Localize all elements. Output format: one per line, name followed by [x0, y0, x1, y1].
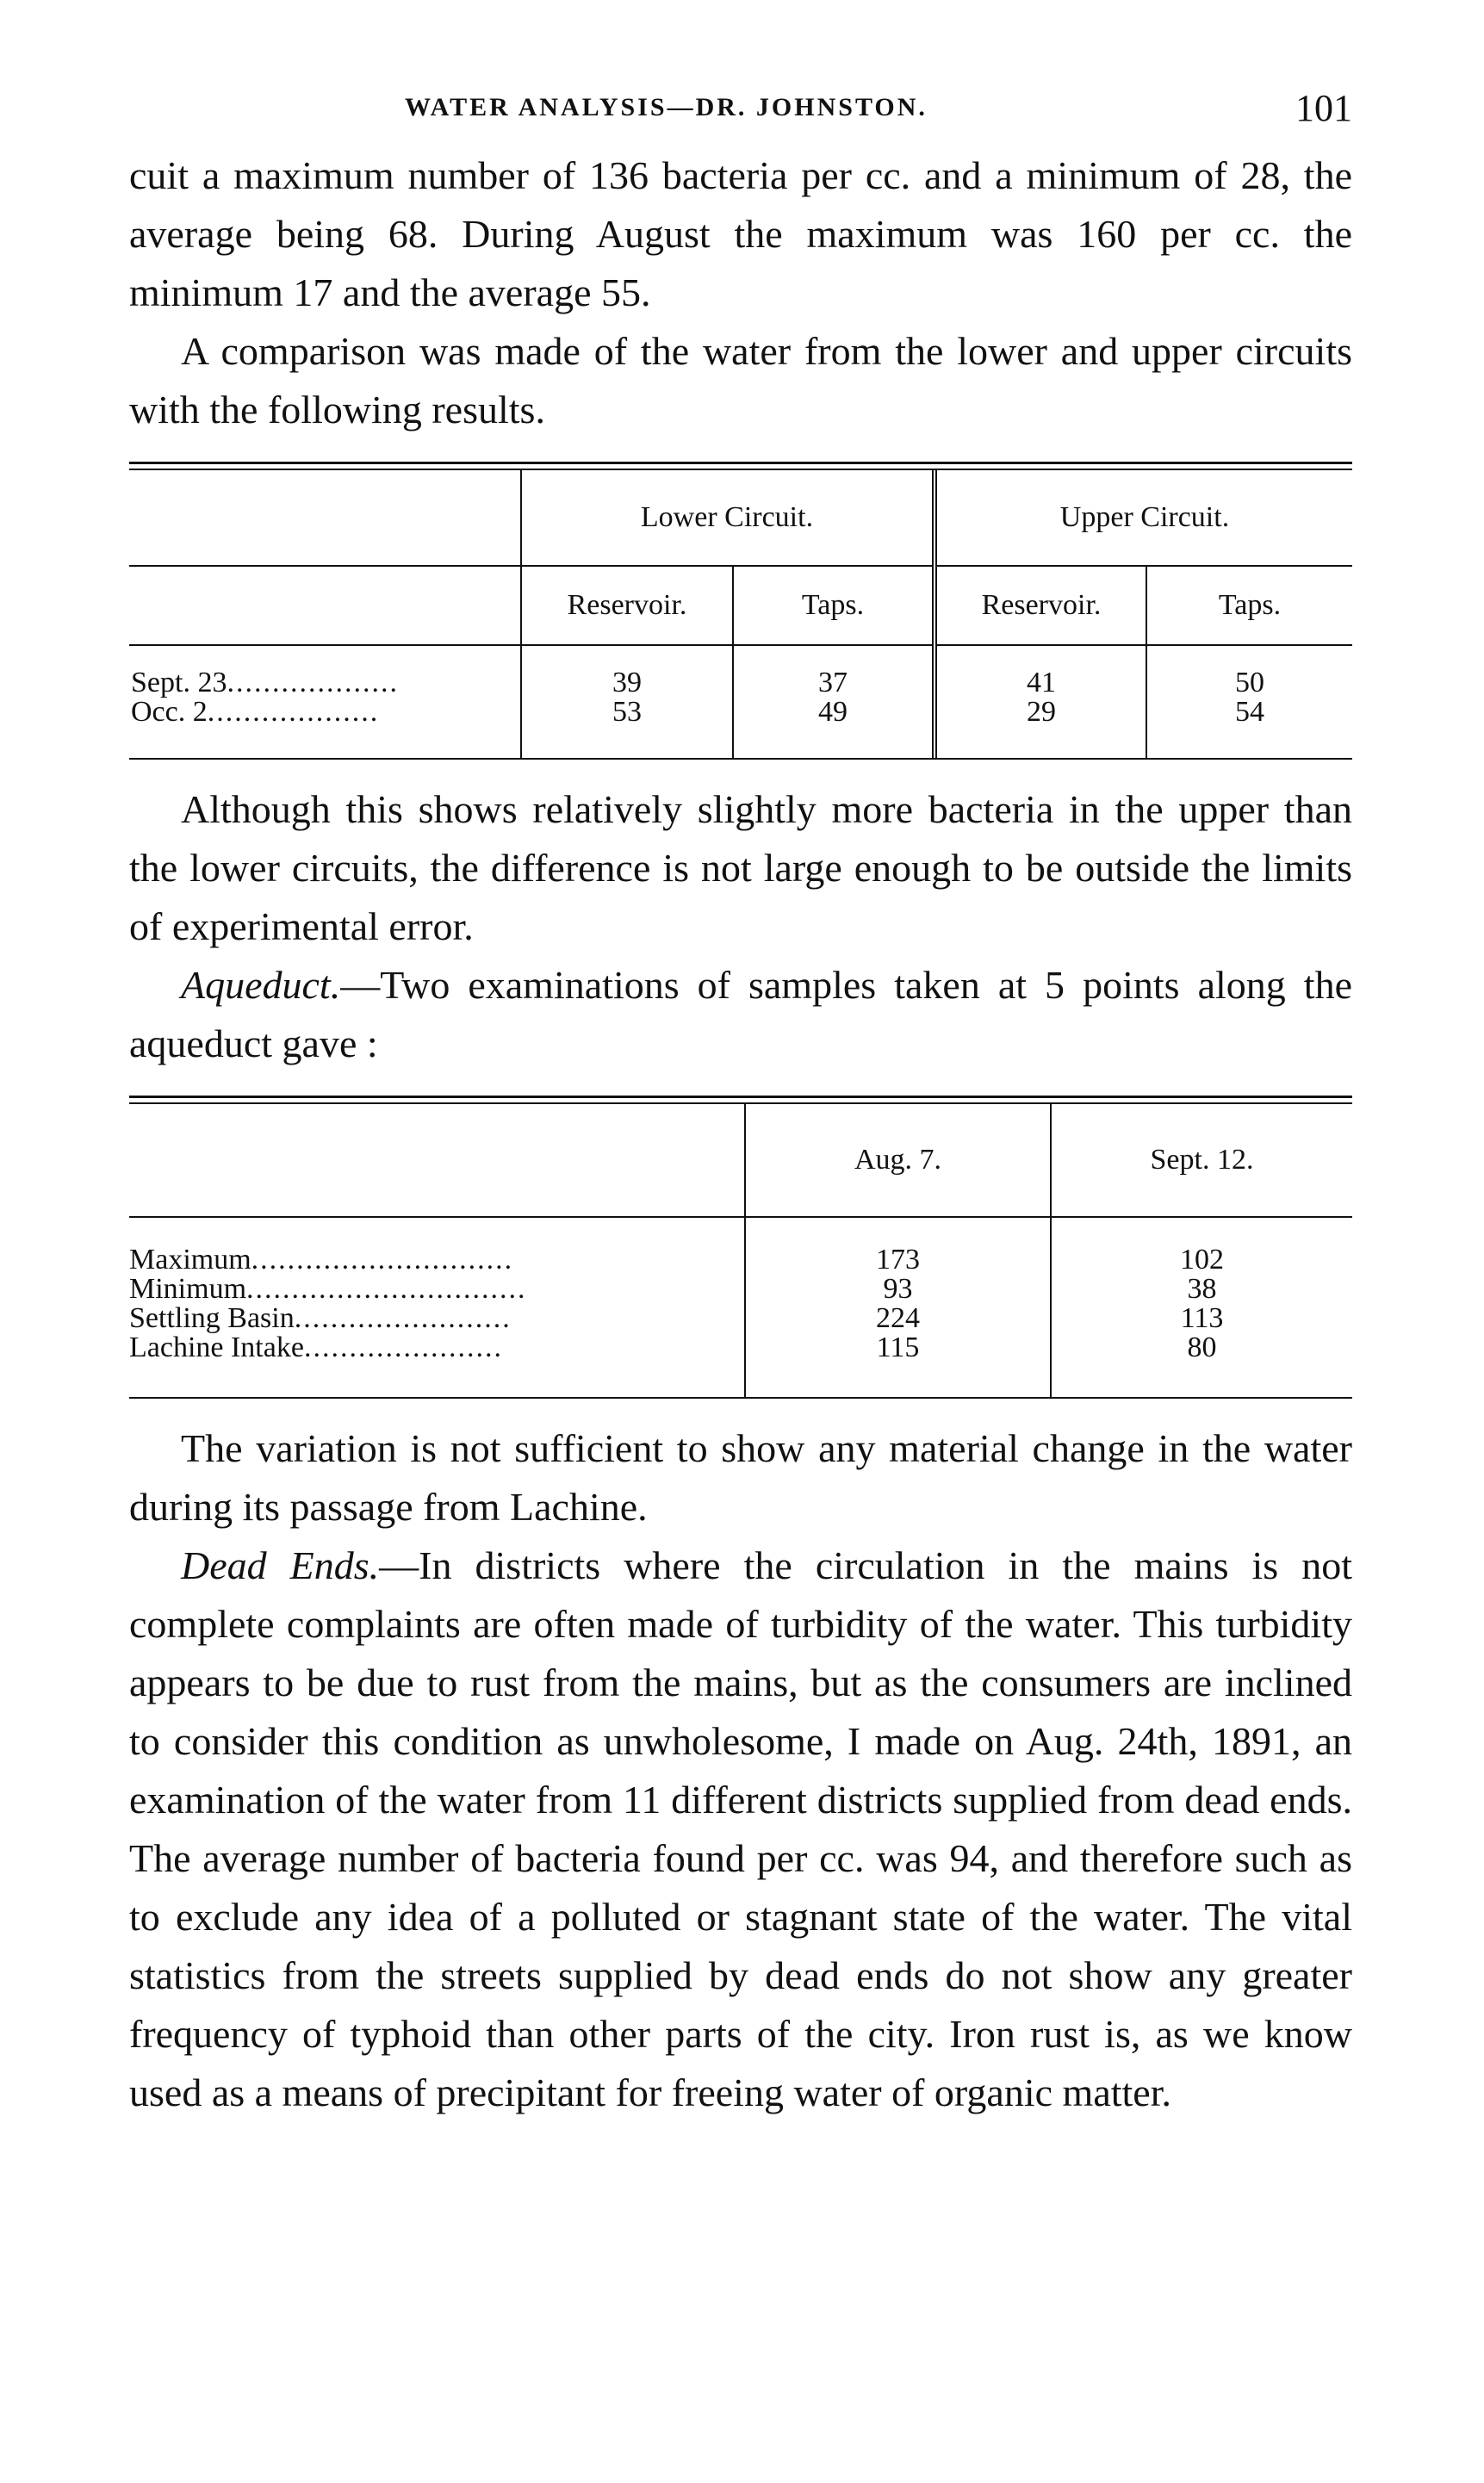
table-cell: 115 — [876, 1332, 920, 1363]
table-cell: 50 — [1235, 667, 1264, 698]
row-label: Settling Basin — [129, 1302, 295, 1334]
table-aqueduct — [129, 1104, 1352, 1397]
table1-sub-upper-reservoir: Reservoir. — [934, 566, 1146, 645]
table2-header-aug: Aug. 7. — [745, 1104, 1051, 1217]
paragraph-1: cuit a maximum number of 136 bacteria per cc. and a minimum of 28, the average being 68. During August the maximum was 160 per cc. the minimum 17 and the average 55. — [129, 153, 1352, 314]
table-cell: 53 — [612, 696, 642, 728]
table2-row-labels — [129, 1217, 745, 1397]
table2-col-sept — [1051, 1217, 1352, 1397]
table1-stub-subheader — [129, 566, 521, 645]
table-cell: 54 — [1235, 696, 1264, 728]
table1-sub-lower-taps: Taps. — [733, 566, 934, 645]
table2-row — [129, 1304, 744, 1333]
table-cell: 37 — [818, 667, 848, 698]
table1-row — [131, 698, 520, 727]
table2-row — [129, 1333, 744, 1363]
table1-row-labels — [129, 645, 521, 758]
paragraph-3: Although this shows relatively slightly more bacteria in the upper than the lower circuits, the difference is not large enough to be outside the limits of experimental error. — [129, 787, 1352, 948]
table-cell: 102 — [1180, 1244, 1224, 1276]
row-label: Occ. 2 — [131, 696, 208, 728]
row-label: Minimum — [129, 1273, 247, 1305]
leader-dots: ........................ — [294, 1302, 512, 1334]
table2-stub-header — [129, 1104, 745, 1217]
table1-col-lower-reservoir — [521, 645, 733, 758]
table1-group-upper: Upper Circuit. — [934, 470, 1352, 566]
table1-col-upper-reservoir — [934, 645, 1146, 758]
row-label: Maximum — [129, 1244, 251, 1276]
table-cell: 29 — [1027, 696, 1056, 728]
aqueduct-heading: Aqueduct. — [181, 963, 341, 1007]
table-cell: 41 — [1027, 667, 1056, 698]
table2-header-sept: Sept. 12. — [1051, 1104, 1352, 1217]
table-cell: 224 — [876, 1302, 920, 1334]
paragraph-2: A comparison was made of the water from the lower and upper circuits with the following results. — [129, 329, 1352, 431]
table2-col-aug — [745, 1217, 1051, 1397]
table-circuits — [129, 470, 1352, 758]
paragraph-4-text: —Two examinations of samples taken at 5 points along the aqueduct gave : — [129, 963, 1352, 1065]
page — [129, 86, 1352, 2122]
table1-group-lower: Lower Circuit. — [521, 470, 934, 566]
running-head — [129, 86, 1352, 146]
table1-sub-upper-taps: Taps. — [1146, 566, 1352, 645]
table1-stub-header — [129, 470, 521, 566]
leader-dots: ............................... — [246, 1273, 527, 1305]
leader-dots: ............................. — [251, 1244, 514, 1276]
table1-sub-lower-reservoir: Reservoir. — [521, 566, 733, 645]
paragraph-4 — [129, 956, 1352, 1073]
table1-top-rule — [129, 462, 1352, 470]
table-cell: 49 — [818, 696, 848, 728]
row-label: Sept. 23 — [131, 667, 227, 698]
dead-ends-heading: Dead Ends. — [181, 1543, 380, 1587]
table2-top-rule — [129, 1096, 1352, 1104]
row-label: Lachine Intake — [129, 1332, 304, 1363]
table2-row — [129, 1245, 744, 1275]
page-number: 101 — [1295, 87, 1352, 129]
paragraph-5: The variation is not sufficient to show any material change in the water during its passage from Lachine. — [129, 1426, 1352, 1529]
table1-col-upper-taps — [1146, 645, 1352, 758]
table-cell: 38 — [1187, 1273, 1217, 1305]
paragraph-6 — [129, 1536, 1352, 2122]
table1-col-lower-taps — [733, 645, 934, 758]
table-cell: 80 — [1187, 1332, 1217, 1363]
leader-dots: ...................... — [303, 1332, 503, 1363]
running-title: WATER ANALYSIS—DR. JOHNSTON. — [405, 93, 928, 121]
table-cell: 173 — [876, 1244, 920, 1276]
leader-dots: ................... — [207, 696, 380, 728]
table-cell: 113 — [1180, 1302, 1224, 1334]
table-cell: 39 — [612, 667, 642, 698]
paragraph-6-text: —In districts where the circulation in the mains is not complete complaints are often made of turbidity of the water. This turbidity appears to be due to rust from the mains, but as the consumers are inclined to consider this condition as unwholesome, I made on Aug. 24th, 1891, an examination of the water from 11 different districts supplied from dead ends. The average number of bacteria found per cc. was 94, and therefore such as to exclude any idea of a polluted or stagnant state of the water. The vital statistics from the streets supplied by dead ends do not show any greater frequency of typhoid than other parts of the city. Iron rust is, as we know used as a means of precipitant for freeing water of organic matter. — [129, 1543, 1352, 2114]
table2-row — [129, 1275, 744, 1304]
leader-dots: ................... — [227, 667, 399, 698]
table-cell: 93 — [883, 1273, 913, 1305]
table1-row — [131, 668, 520, 698]
